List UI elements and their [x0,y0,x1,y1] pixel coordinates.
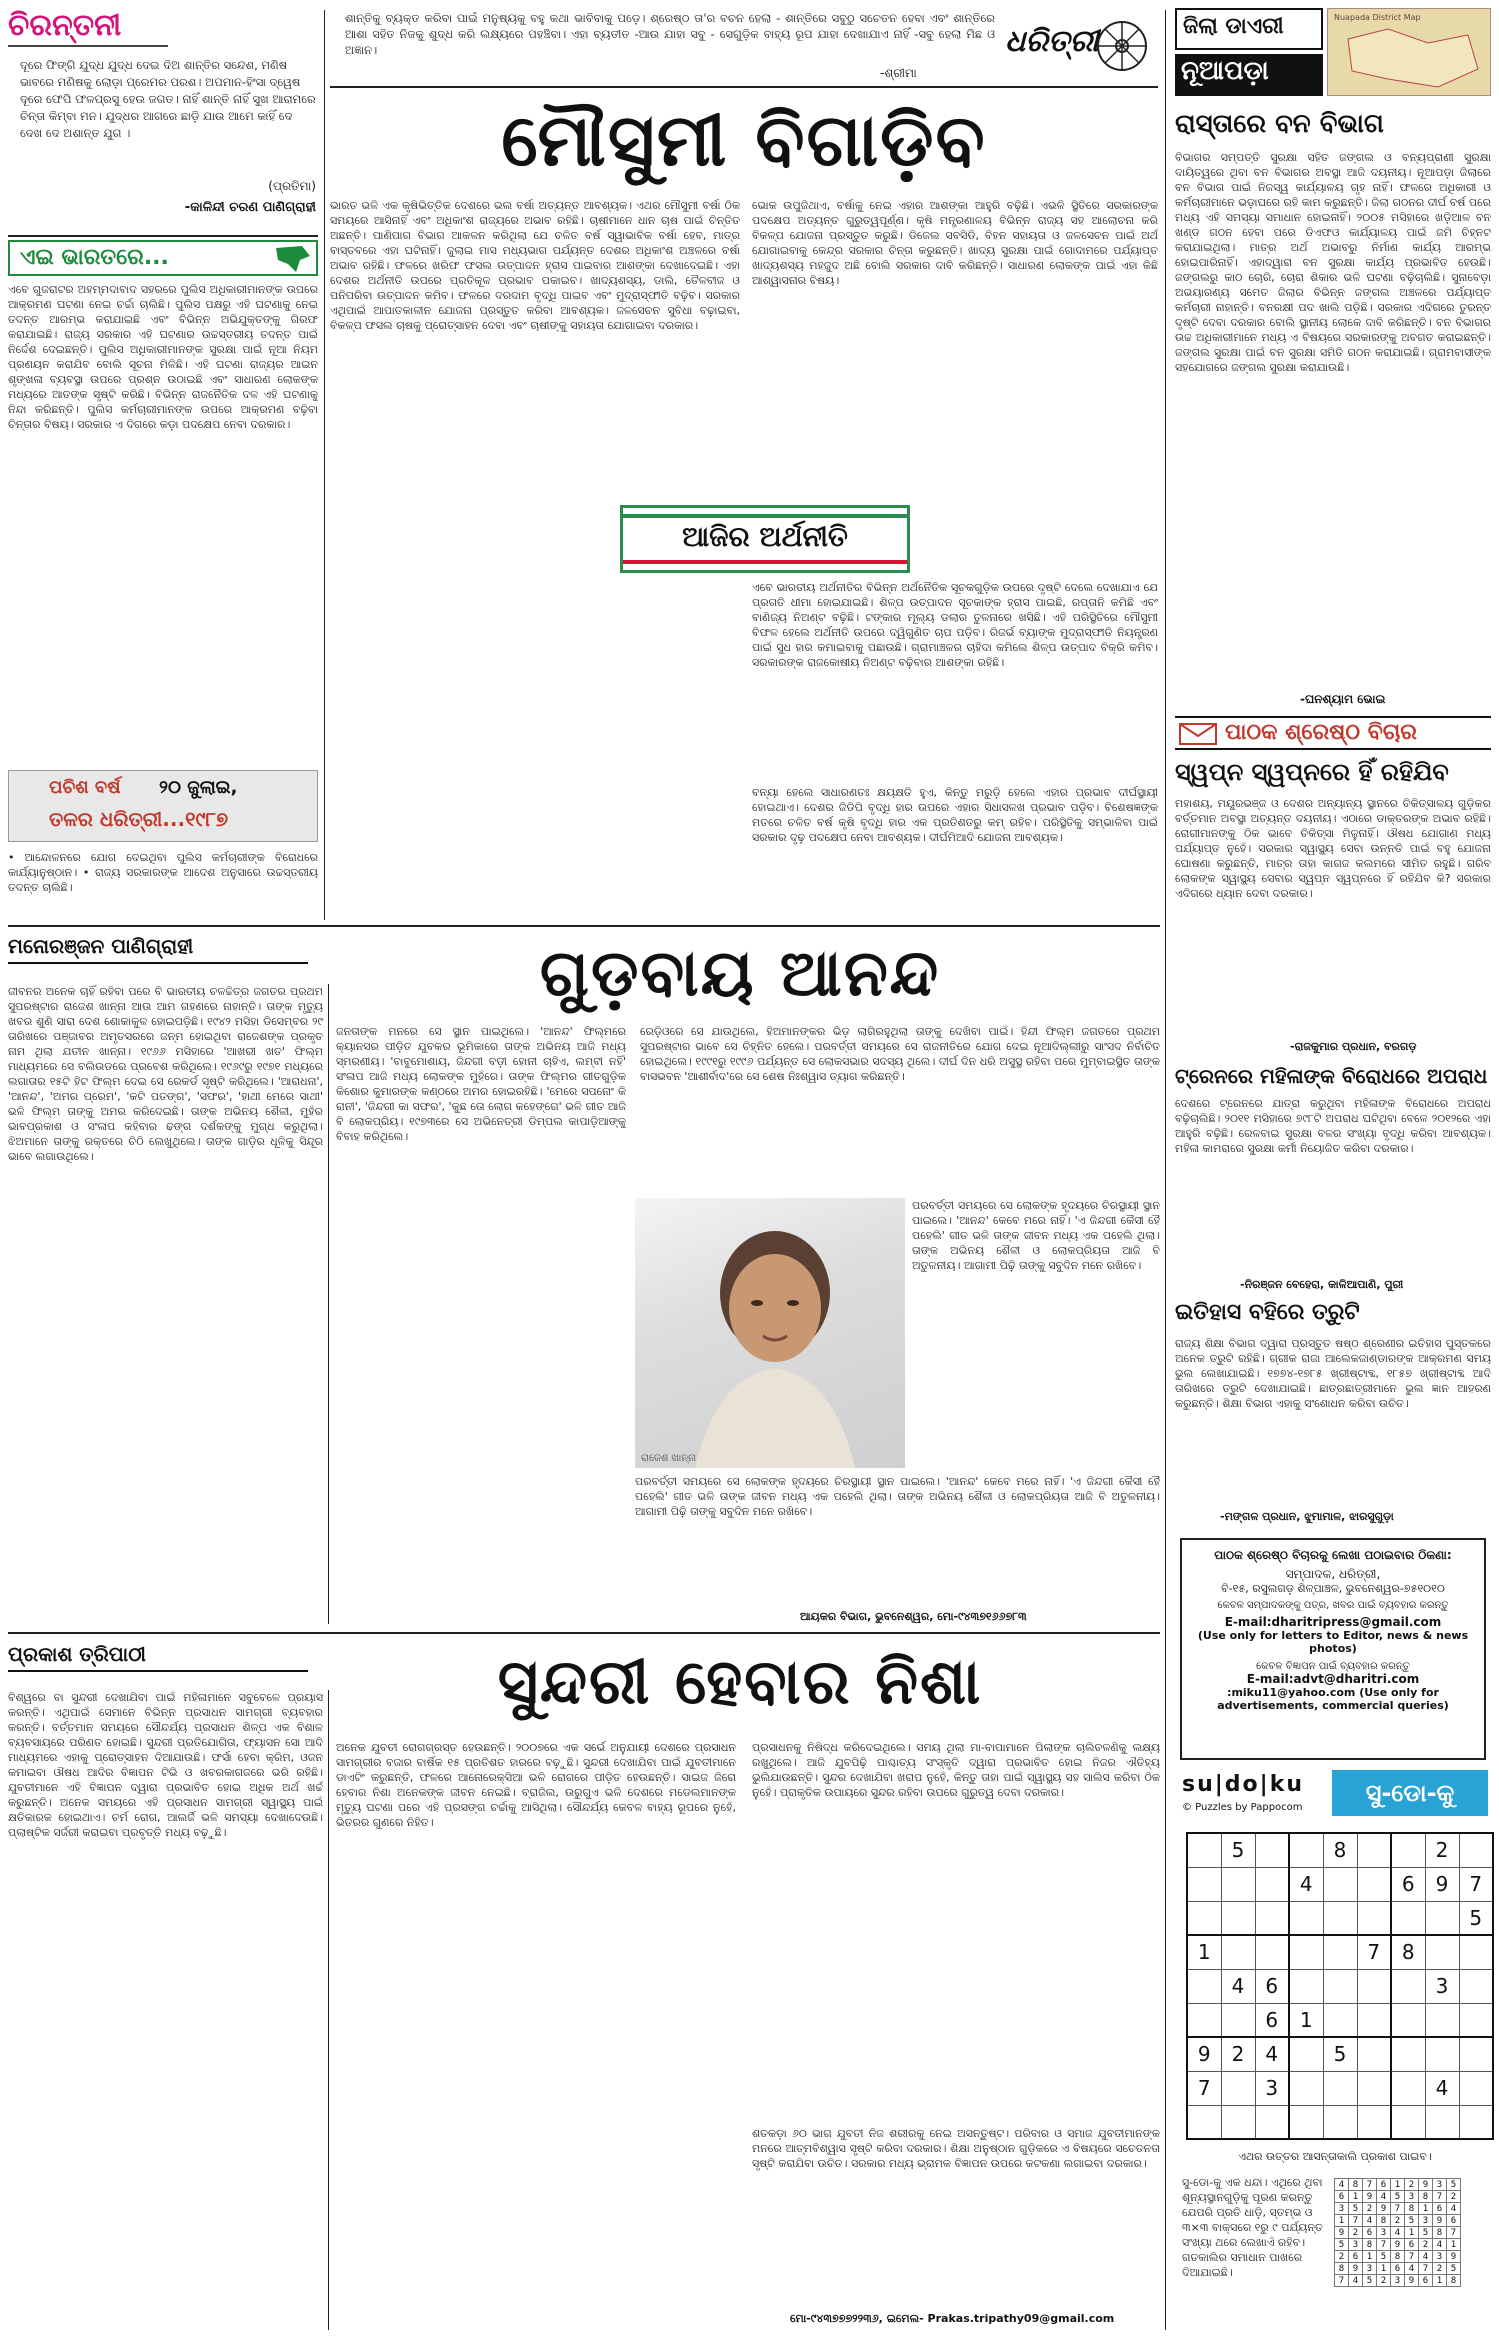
sudoku-cell[interactable] [1357,1969,1391,2003]
sudoku-cell[interactable] [1289,1969,1323,2003]
forest-headline: ରାସ୍ତାରେ ବନ ବିଭାଗ [1175,109,1384,139]
solution-cell: 7 [1335,2275,1349,2287]
sudoku-cell[interactable] [1459,2003,1493,2037]
forest-author: -ଘନଶ୍ୟାମ ଭୋଇ [1300,692,1386,706]
rajesh-byline: ମନୋରଞ୍ଜନ ପାଣିଗ୍ରାହୀ [8,934,308,964]
chirantani-box [8,8,316,230]
solution-cell: 3 [1433,2179,1447,2191]
sudoku-cell[interactable]: 4 [1289,1867,1323,1901]
letters-banner [1175,716,1491,750]
chirantani-poem: ଦୂରେ ଫିଙ୍ଗି ଯୁଦ୍ଧ ଯୁଦ୍ଧ ଦେଇ ଦିଅ ଶାନ୍ତିର ସନ୍ଦେଶ, ମଣିଷ ଭାବରେ ମଣିଷକୁ ଲୋଡ଼ା ପ୍ରେମର ପରଶ। ଅପମାନ-ହିଂସା ଦ୍ୱେଷ ଦୂରେ ଫେପି ଫଳପ୍ରସୁ ହେଉ ଜଗତ। ନାହିଁ ଶାନ୍ତି ନାହିଁ ସୁଖ ଆରାମରେ ଚିନ୍ତା କିମ୍ବା ମନ। ଯୁଦ୍ଧର ଆଗରେ ଛାଡ଼ି ଯାଉ ଆମେ କାହିଁ ଦେ ଦେଖ ଦେ ଅଶାନ୍ତ ଯୁଗ । [20,58,316,140]
sudoku-solution [1334,2178,1461,2287]
beauty-col3: ପ୍ରସାଧନକୁ ନିଷିଦ୍ଧ କରିଦେଇଥିଲେ। ସମୟ ଥିଲା ମା-ବାପାମାନେ ପିଲାଙ୍କ ଚାଲିଚଳଣିକୁ ଲକ୍ଷ୍ୟ ରଖୁଥିଲେ। ଆଜି ଯୁବପିଢ଼ି ପାଶ୍ଚାତ୍ୟ ସଂସ୍କୃତି ଦ୍ୱାରା ପ୍ରଭାବିତ ହୋଇ ନିଜର ଐତିହ୍ୟ ଭୁଲିଯାଉଛନ୍ତି। ସୁନ୍ଦର ଦେଖାଯିବା ଖରାପ ନୁହେଁ, କିନ୍ତୁ ତାହା ପାଇଁ ସ୍ୱାସ୍ଥ୍ୟ ସହ ସାଲିସ କରିବା ଠିକ ନୁହେଁ। ପ୍ରାକୃତିକ ଉପାୟରେ ସୁନ୍ଦର ରହିବା ଉପରେ ଗୁରୁତ୍ୱ ଦେବା ଦରକାର। [752,1741,1160,1799]
solution-cell: 3 [1377,2227,1391,2239]
sudoku-cell[interactable]: 7 [1459,1867,1493,1901]
solution-cell: 5 [1335,2239,1349,2251]
beauty-col1: ବିଶ୍ୱରେ ବା ସୁନ୍ଦରୀ ଦେଖାଯିବା ପାଇଁ ମହିଳାମାନେ ସବୁବେଳେ ପ୍ରୟାସ କରନ୍ତି। ଏଥିପାଇଁ ସେମାନେ ବିଭିନ୍ନ ପ୍ରସାଧନ ସାମଗ୍ରୀ ବ୍ୟବହାର କରନ୍ତି। ବର୍ତ୍ତମାନ ସମୟରେ ସୌନ୍ଦର୍ଯ୍ୟ ପ୍ରସାଧନ ଶିଳ୍ପ ଏକ ବିଶାଳ ବ୍ୟବସାୟରେ ପରିଣତ ହୋଇଛି। ସୁନ୍ଦରୀ ପ୍ରତିଯୋଗିତା, ଫ୍ୟାସନ ସୋ ଆଦି ମାଧ୍ୟମରେ ଏହାକୁ ପ୍ରୋତ୍ସାହନ ଦିଆଯାଉଛି। ଫର୍ସା ହେବା କ୍ରିମ, ଓଜନ କମାଇବା ଔଷଧ ଆଦିର ବିଜ୍ଞାପନ ଟିଭି ଓ ଖବରକାଗଜରେ ଭରି ରହିଛି। ଯୁବତୀମାନେ ଏହି ବିଜ୍ଞାପନ ଦ୍ୱାରା ପ୍ରଭାବିତ ହୋଇ ଅଧିକ ଅର୍ଥ ଖର୍ଚ୍ଚ କରୁଛନ୍ତି। ଅନେକ ସମୟରେ ଏହି ପ୍ରସାଧନ ସାମଗ୍ରୀ ସ୍ୱାସ୍ଥ୍ୟ ପାଇଁ କ୍ଷତିକାରକ ହୋଇଥାଏ। ଚର୍ମ ରୋଗ, ଆଲର୍ଜି ଭଳି ସମସ୍ୟା ଦେଖାଦେଉଛି। ପ୍ଲାଷ୍ଟିକ ସର୍ଜରୀ କରାଇବା ପ୍ରବୃତ୍ତି ମଧ୍ୟ ବଢ଼ୁଛି। [8,1691,323,1839]
chirantani-author: -କାଳିନ୍ଦୀ ଚରଣ ପାଣିଗ୍ରାହୀ [184,200,316,215]
solution-cell: 2 [1447,2191,1461,2203]
sudoku-cell[interactable] [1221,2003,1255,2037]
sudoku-cell[interactable] [1391,1833,1425,1867]
district-diary-banner [1175,8,1491,98]
solution-cell: 4 [1447,2203,1461,2215]
sudoku-cell[interactable]: 3 [1255,2071,1289,2105]
solution-grid [1334,2178,1461,2287]
sudoku-cell[interactable] [1289,1935,1323,1969]
sudoku-cell[interactable] [1391,2003,1425,2037]
sudoku-cell[interactable]: 3 [1425,1969,1459,2003]
sudoku-cell[interactable] [1221,1867,1255,1901]
sudoku-cell[interactable]: 8 [1391,1935,1425,1969]
sudoku-cell[interactable] [1323,2003,1357,2037]
map-icon [1328,9,1492,97]
solution-cell: 8 [1335,2263,1349,2275]
solution-cell: 6 [1447,2215,1461,2227]
sudoku-cell[interactable] [1391,1969,1425,2003]
sudoku-cell[interactable] [1221,2105,1255,2139]
sudoku-puzzle [1186,1832,1494,2140]
solution-cell: 2 [1349,2227,1363,2239]
solution-cell: 6 [1363,2227,1377,2239]
sudoku-cell[interactable] [1459,1969,1493,2003]
solution-cell: 4 [1433,2239,1447,2251]
solution-cell: 5 [1363,2275,1377,2287]
contact-line1: ସମ୍ପାଦକ, ଧରିତ୍ରୀ, [1285,1567,1381,1581]
solution-cell: 9 [1433,2215,1447,2227]
envelope-icon [1179,721,1219,747]
sudoku-cell[interactable] [1425,2105,1459,2139]
sudoku-cell[interactable]: 4 [1255,2037,1289,2071]
economy-box [620,505,910,573]
letters-header: ପାଠକ ଶ୍ରେଷ୍ଠ ବିଚାର [1225,720,1417,745]
sudoku-cell[interactable]: 2 [1425,1833,1459,1867]
solution-cell: 4 [1391,2227,1405,2239]
solution-cell: 2 [1377,2275,1391,2287]
sudoku-cell[interactable] [1357,2037,1391,2071]
district-map [1327,8,1491,96]
solution-cell: 4 [1405,2263,1419,2275]
sudoku-cell[interactable]: 7 [1187,2071,1221,2105]
letter2-body: ଦେଶରେ ଟ୍ରେନରେ ଯାତ୍ରା କରୁଥିବା ମହିଳାଙ୍କ ବିରୋଧରେ ଅପରାଧ ବଢ଼ିଚାଲିଛି। ୨୦୧୧ ମସିହାରେ ୭୯୮ଟି ଅପରାଧ ଘଟିଥିବା ବେଳେ ୨୦୧୨ରେ ଏହା ଆହୁରି ବଢ଼ିଛି। ରେଳବାଇ ସୁରକ୍ଷା ବଳର ସଂଖ୍ୟା ବୃଦ୍ଧି କରିବା ଆବଶ୍ୟକ। ମହିଳା କାମରାରେ ସୁରକ୍ଷା କର୍ମୀ ନିୟୋଜିତ କରିବା ଦରକାର। [1175,1097,1491,1155]
sudoku-cell[interactable] [1357,2003,1391,2037]
solution-cell: 7 [1447,2227,1461,2239]
solution-cell: 2 [1391,2215,1405,2227]
sudoku-cell[interactable] [1425,2037,1459,2071]
solution-cell: 6 [1391,2263,1405,2275]
solution-cell: 6 [1405,2239,1419,2251]
solution-cell: 2 [1335,2251,1349,2263]
ebharatare-bullets: • ଆନ୍ଦୋଳନରେ ଯୋଗ ଦେଇଥିବା ପୁଲିସ କର୍ମଚାରୀଙ୍କ ବିରୋଧରେ କାର୍ଯ୍ୟାନୁଷ୍ଠାନ। • ରାଜ୍ୟ ସରକାରଙ୍କ ଆଦେଶ ଅନୁସାରେ ଉଚ୍ଚସ୍ତରୀୟ ତଦନ୍ତ ଚାଲିଛି। [8,851,318,894]
solution-cell: 8 [1447,2275,1461,2287]
sudoku-cell[interactable]: 4 [1425,2071,1459,2105]
sudoku-cell[interactable]: 5 [1221,1833,1255,1867]
contact-box [1180,1538,1486,1760]
sudoku-cell[interactable] [1323,1969,1357,2003]
solution-cell: 9 [1419,2179,1433,2191]
beauty-headline: ସୁନ୍ଦରୀ ହେବାର ନିଶା [497,1645,983,1718]
chirantani-title: ଚିରନ୍ତନୀ [8,8,168,47]
contact-email3[interactable]: :miku11@yahoo.com (Use only for advertisements, commercial queries) [1217,1686,1449,1712]
monsoon-col1: ଭାରତ ଭଳି ଏକ କୃଷିଭିତ୍ତିକ ଦେଶରେ ଭଲ ବର୍ଷା ଅତ୍ୟନ୍ତ ଆବଶ୍ୟକ। ଏଥର ମୌସୁମୀ ବର୍ଷା ଠିକ ସମୟରେ ଆସିନାହିଁ ଏବଂ ଅଧିକାଂଶ ରାଜ୍ୟରେ ଅଭାବ ରହିଛି। ଚାଷୀମାନେ ଧାନ ଚାଷ ପାଇଁ ଚିନ୍ତିତ ଅଛନ୍ତି। ପାଣିପାଗ ବିଭାଗ ଆକଳନ କରିଥିଲା ଯେ ଚଳିତ ବର୍ଷ ସ୍ୱାଭାବିକ ବର୍ଷା ହେବ, ମାତ୍ର ବାସ୍ତବରେ ଏହା ଘଟିନାହିଁ। ଜୁଲାଇ ମାସ ମଧ୍ୟଭାଗ ପର୍ଯ୍ୟନ୍ତ ଦେଶର ଅଧିକାଂଶ ଅଞ୍ଚଳରେ ବର୍ଷା ଅଭାବ ରହିଛି। ଫଳରେ ଖରିଫ ଫସଲ ଉତ୍ପାଦନ ହ୍ରାସ ପାଇବାର ଆଶଙ୍କା ଦେଖାଦେଇଛି। ଏହା ଦେଶର ଅର୍ଥନୀତି ଉପରେ ପ୍ରତିକୂଳ ପ୍ରଭାବ ପକାଇବ। ଖାଦ୍ୟଶସ୍ୟ, ଡାଲି, ତୈଳବୀଜ ଓ ପନିପରିବା ଉତ୍ପାଦନ କମିବ। ଫଳରେ ଦରଦାମ ବୃଦ୍ଧି ପାଇବ ଏବଂ ମୁଦ୍ରାସ୍ଫୀତି ବଢ଼ିବ। ସରକାର ଏଥିପାଇଁ ଆପାତକାଳୀନ ଯୋଜନା ପ୍ରସ୍ତୁତ କରିବା ଆବଶ୍ୟକ। ଜଳସେଚନ ସୁବିଧା ବଢ଼ାଇବା, ବିକଳ୍ପ ଫସଲ ଚାଷକୁ ପ୍ରୋତ୍ସାହନ ଦେବା ଏବଂ ଚାଷୀଙ୍କୁ ସହାୟତା ଯୋଗାଇବା ଦରକାର। [330,199,740,332]
chirantani-source: (ପ୍ରତିମା) [268,179,316,193]
anniversary-line2: ତଳର ଧରିତ୍ରୀ...୧୯୮୭ [49,807,229,831]
sudoku-cell[interactable]: 5 [1323,2037,1357,2071]
solution-cell: 8 [1377,2215,1391,2227]
solution-cell: 7 [1349,2215,1363,2227]
letter3-title: ଇତିହାସ ବହିରେ ତ୍ରୁଟି [1175,1300,1360,1325]
solution-cell: 9 [1363,2191,1377,2203]
sudoku-cell[interactable] [1255,1935,1289,1969]
letter2-title: ଟ୍ରେନରେ ମହିଳାଙ୍କ ବିରୋଧରେ ଅପରାଧ [1175,1064,1488,1088]
sudoku-cell[interactable] [1323,2071,1357,2105]
monsoon-col3: ଭୋକ ଉପୁଜିଥାଏ, ବର୍ଷାକୁ ନେଇ ଏହାର ଆଶଙ୍କା ଆହୁରି ବଢ଼ିଛି। ଏଭଳି ସ୍ଥିତିରେ ସରକାରଙ୍କ ପଦକ୍ଷେପ ଅତ୍ୟନ୍ତ ଗୁରୁତ୍ୱପୂର୍ଣ୍ଣ। କୃଷି ମନ୍ତ୍ରଣାଳୟ ବିଭିନ୍ନ ରାଜ୍ୟ ସହ ଆଲୋଚନା କରି ବିକଳ୍ପ ଯୋଜନା ପ୍ରସ୍ତୁତ କରୁଛି। ଡିଜେଲ ସବସିଡି, ବିହନ ସହାୟତା ଓ ଜଳସେଚନ ପାଇଁ ଅର୍ଥ ଯୋଗାଇବାକୁ କେନ୍ଦ୍ର ସରକାର ଚିନ୍ତା କରୁଛନ୍ତି। ଖାଦ୍ୟ ସୁରକ୍ଷା ପାଇଁ ଗୋଦାମରେ ପର୍ଯ୍ୟାପ୍ତ ଖାଦ୍ୟଶସ୍ୟ ମହଜୁଦ ଅଛି ବୋଲି ସରକାର ଦାବି କରିଛନ୍ତି। ସାଧାରଣ ଲୋକଙ୍କ ପାଇଁ ଏହା କିଛି ଆଶ୍ୱାସନାର ବିଷୟ। [752,199,1158,287]
sudoku-cell[interactable] [1187,2105,1221,2139]
solution-cell: 2 [1363,2203,1377,2215]
sudoku-cell[interactable] [1255,2105,1289,2139]
solution-cell: 9 [1447,2251,1461,2263]
anniversary-banner [8,770,318,842]
solution-cell: 1 [1419,2203,1433,2215]
sudoku-grid [1186,1832,1494,2140]
sudoku-cell[interactable] [1255,1867,1289,1901]
solution-cell: 7 [1391,2203,1405,2215]
solution-cell: 3 [1335,2203,1349,2215]
solution-cell: 7 [1377,2239,1391,2251]
ebharatare-body: ଏବେ ଗୁଜରାଟର ଅହମ୍ମଦାବାଦ ସହରରେ ପୁଲିସ ଅଧିକାରୀମାନଙ୍କ ଉପରେ ଆକ୍ରମଣ ଘଟଣା ନେଇ ଚର୍ଚ୍ଚା ଚାଲିଛି। ପୁଲିସ ପକ୍ଷରୁ ଏହି ଘଟଣାକୁ ନେଇ ତଦନ୍ତ ଆରମ୍ଭ କରାଯାଇଛି ଏବଂ ବିଭିନ୍ନ ଅଭିଯୁକ୍ତଙ୍କୁ ଗିରଫ କରାଯାଇଛି। ରାଜ୍ୟ ସରକାର ଏହି ଘଟଣାର ଉଚ୍ଚସ୍ତରୀୟ ତଦନ୍ତ ପାଇଁ ନିର୍ଦ୍ଦେଶ ଦେଇଛନ୍ତି। ପୁଲିସ ଅଧିକାରୀମାନଙ୍କ ସୁରକ୍ଷା ପାଇଁ ନୂଆ ନିୟମ ପ୍ରଣୟନ କରାଯିବ ବୋଲି ସୂଚନା ମିଳିଛି। ଏହି ଘଟଣା ରାଜ୍ୟର ଆଇନ ଶୃଙ୍ଖଳା ବ୍ୟବସ୍ଥା ଉପରେ ପ୍ରଶ୍ନ ଉଠାଇଛି ଏବଂ ସାଧାରଣ ଲୋକଙ୍କ ମଧ୍ୟରେ ଆତଙ୍କ ସୃଷ୍ଟି କରିଛି। ବିଭିନ୍ନ ରାଜନୈତିକ ଦଳ ଏହି ଘଟଣାକୁ ନିନ୍ଦା କରିଛନ୍ତି। ପୁଲିସ କର୍ମଚାରୀମାନଙ୍କ ଉପରେ ଆକ୍ରମଣ ବଢ଼ିବା ଚିନ୍ତାର ବିଷୟ। ସରକାର ଏ ଦିଗରେ କଡ଼ା ପଦକ୍ଷେପ ନେବା ଦରକାର। [8,283,318,431]
sudoku-cell[interactable] [1187,2003,1221,2037]
solution-cell: 8 [1363,2239,1377,2251]
india-map-icon [266,244,312,274]
letter3-body: ରାଜ୍ୟ ଶିକ୍ଷା ବିଭାଗ ଦ୍ୱାରା ପ୍ରସ୍ତୁତ ଷଷ୍ଠ ଶ୍ରେଣୀର ଇତିହାସ ପୁସ୍ତକରେ ଅନେକ ତ୍ରୁଟି ରହିଛି। ଗ୍ରୀକ ରାଜା ଆଲେକଜାଣ୍ଡାରଙ୍କ ଆକ୍ରମଣ ସମୟ ଭୁଲ ଲେଖାଯାଇଛି। ୧୭୭୪-୧୭୮୫ ଖ୍ରୀଷ୍ଟାବ୍ଦ, ୧୮୫୭ ଖ୍ରୀଷ୍ଟାବ୍ଦ ଆଦି ତାରିଖରେ ତ୍ରୁଟି ଦେଖାଯାଇଛି। ଛାତ୍ରଛାତ୍ରୀମାନେ ଭୁଲ ଜ୍ଞାନ ଆହରଣ କରୁଛନ୍ତି। ଶିକ୍ଷା ବିଭାଗ ଏହାକୁ ସଂଶୋଧନ କରିବା ଉଚିତ। [1175,1337,1491,1410]
sudoku-cell[interactable]: 6 [1255,2003,1289,2037]
forest-body: ବିଭାଗର ସମ୍ପତ୍ତି ସୁରକ୍ଷା ସହିତ ଜଙ୍ଗଲ ଓ ବନ୍ୟପ୍ରାଣୀ ସୁରକ୍ଷା ଦାୟିତ୍ୱରେ ଥିବା ବନ ବିଭାଗର ଅବସ୍ଥା ଆଜି ଦୟନୀୟ। ନୂଆପଡ଼ା ଜିଲାରେ ବନ ବିଭାଗ ପାଇଁ ନିଜସ୍ୱ କାର୍ଯ୍ୟାଳୟ ଗୃହ ନାହିଁ। ଫଳରେ ଅଧିକାରୀ ଓ କର୍ମଚାରୀମାନେ ଭଡ଼ାଘରେ ରହି କାମ କରୁଛନ୍ତି। ଜିଲା ଗଠନର ଦୀର୍ଘ ବର୍ଷ ପରେ ମଧ୍ୟ ଏହି ସମସ୍ୟା ସମାଧାନ ହୋଇନାହିଁ। ୨୦୦୫ ମସିହାରେ ଖଡ଼ିଆଳ ବନ ଖଣ୍ଡ ଗଠନ ହେବା ପରେ ଡିଏଫଓ କାର୍ଯ୍ୟାଳୟ ପାଇଁ ଜମି ଚିହ୍ନଟ କରାଯାଇଥିଲା। ମାତ୍ର ଅର୍ଥ ଅଭାବରୁ ନିର୍ମାଣ କାର୍ଯ୍ୟ ଆରମ୍ଭ ହୋଇପାରିନାହିଁ। ଏହାଦ୍ୱାରା ବନ ସୁରକ୍ଷା କାର୍ଯ୍ୟ ପ୍ରଭାବିତ ହେଉଛି। ଜଙ୍ଗଲରୁ କାଠ ଚୋରି, ଚୋରା ଶିକାର ଭଳି ଘଟଣା ବଢ଼ିଚାଲିଛି। ସୁନାବେଡ଼ା ଅଭୟାରଣ୍ୟ ସମେତ ଜିଲାର ବିଭିନ୍ନ ଜଙ୍ଗଲ ଅଞ୍ଚଳରେ ପର୍ଯ୍ୟାପ୍ତ କର୍ମଚାରୀ ନାହାନ୍ତି। ବନରକ୍ଷୀ ପଦ ଖାଲି ପଡ଼ିଛି। ସରକାର ଏଦିଗରେ ତୁରନ୍ତ ଦୃଷ୍ଟି ଦେବା ଦରକାର ବୋଲି ସ୍ଥାନୀୟ ଲୋକେ ଦାବି କରିଛନ୍ତି। ବନ ବିଭାଗର ଉଚ୍ଚ ଅଧିକାରୀମାନେ ମଧ୍ୟ ଏ ବିଷୟରେ ସରକାରଙ୍କୁ ଅବଗତ କରାଇଛନ୍ତି। ଜଙ୍ଗଲ ସୁରକ୍ଷା ପାଇଁ ବନ ସୁରକ୍ଷା ସମିତି ଗଠନ କରାଯାଇଛି। ଗ୍ରାମବାସୀଙ୍କ ସହଯୋଗରେ ଜଙ୍ଗଲ ସୁରକ୍ଷା କରାଯାଉଛି। [1175,151,1491,374]
sudoku-answer-label: ଏଥର ଉତ୍ତର ଆସନ୍ତାକାଲି ପ୍ରକାଶ ପାଇବ। [1238,2150,1432,2163]
sudoku-cell[interactable] [1459,2071,1493,2105]
rajesh-col3: ରେଡ଼ିଓରେ ସେ ଯାଉଥିଲେ, ହିଅମାନଙ୍କର ଭିଡ଼ ଲାଗିରହୁଥିଲା ତାଙ୍କୁ ଦେଖିବା ପାଇଁ। ହିନ୍ଦୀ ଫିଲ୍ମ ଜଗତରେ ପ୍ରଥମ ସୁପରଷ୍ଟାର ଭାବେ ସେ ଚିହ୍ନିତ ହେଲେ। ପରବର୍ତ୍ତୀ ସମୟରେ ସେ ରାଜନୀତିରେ ଯୋଗ ଦେଇ ନୂଆଦିଲ୍ଲୀରୁ ସାଂସଦ ନିର୍ବାଚିତ ହୋଇଥିଲେ। ୧୯୯୧ରୁ ୧୯୯୬ ପର୍ଯ୍ୟନ୍ତ ସେ ଲୋକସଭାର ସଦସ୍ୟ ଥିଲେ। ଦୀର୍ଘ ଦିନ ଧରି ଅସୁସ୍ଥ ରହିବା ପରେ ମୁମ୍ବାଇସ୍ଥିତ ତାଙ୍କ ବାସଭବନ 'ଆଶୀର୍ବାଦ'ରେ ସେ ଶେଷ ନିଃଶ୍ୱାସ ତ୍ୟାଗ କରିଛନ୍ତି। [640,1025,1160,1083]
contact-title: ପାଠକ ଶ୍ରେଷ୍ଠ ବିଚାରକୁ ଲେଖା ପଠାଇବାର ଠିକଣା: [1214,1548,1452,1562]
solution-cell: 4 [1419,2251,1433,2263]
sudoku-cell[interactable] [1289,2037,1323,2071]
sudoku-cell[interactable] [1357,1833,1391,1867]
solution-cell: 3 [1363,2263,1377,2275]
sudoku-cell[interactable] [1289,1833,1323,1867]
sudoku-cell[interactable] [1425,1901,1459,1935]
district-name: ନୂଆପଡ଼ା [1175,54,1323,96]
ebharatare-title: ଏଇ ଭାରତରେ... [20,245,169,270]
sudoku-cell[interactable]: 7 [1357,1935,1391,1969]
photo-caption: ରାଜେଶ ଖାନ୍ନା [641,1453,697,1464]
solution-cell: 8 [1405,2203,1419,2215]
solution-cell: 8 [1391,2251,1405,2263]
solution-cell: 1 [1363,2251,1377,2263]
rajesh-author: ଆୟକର ବିଭାଗ, ଭୁବନେଶ୍ୱର, ମୋ-୯୪୩୭୧୬୬୭୮୩ [800,1610,1027,1623]
solution-cell: 7 [1419,2263,1433,2275]
solution-cell: 1 [1391,2179,1405,2191]
solution-cell: 5 [1349,2203,1363,2215]
solution-cell: 9 [1405,2275,1419,2287]
sudoku-cell[interactable] [1221,2071,1255,2105]
sudoku-cell[interactable] [1255,1901,1289,1935]
monsoon-headline: ମୌସୁମୀ ବିଗାଡ଼ିବ [501,98,987,182]
sudoku-cell[interactable] [1289,2071,1323,2105]
sudoku-header [1182,1770,1488,1820]
contact-line3: କେବଳ ସମ୍ପାଦକଙ୍କୁ ପତ୍ର, ଖବର ପାଇଁ ବ୍ୟବହାର କରନ୍ତୁ [1217,1600,1449,1611]
monsoon-col4: ବନ୍ୟା ହେଲେ ସାଧାରଣତଃ କ୍ଷୟକ୍ଷତି ହୁଏ, କିନ୍ତୁ ମରୁଡ଼ି ହେଲେ ଏହାର ପ୍ରଭାବ ଦୀର୍ଘସ୍ଥାୟୀ ହୋଇଥାଏ। ଦେଶର ଜିଡିପି ବୃଦ୍ଧି ହାର ଉପରେ ଏହାର ସିଧାସଳଖ ପ୍ରଭାବ ପଡ଼ିବ। ବିଶେଷଜ୍ଞଙ୍କ ମତରେ ଚଳିତ ବର୍ଷ କୃଷି ବୃଦ୍ଧି ହାର ଏକ ପ୍ରତିଶତରୁ କମ୍ ରହିବ। ପରିସ୍ଥିତିକୁ ସମ୍ଭାଳିବା ପାଇଁ ସରକାର ଦୃଢ଼ ପଦକ୍ଷେପ ନେବା ଆବଶ୍ୟକ। ଦୀର୍ଘମିଆଦି ଯୋଜନା ଆବଶ୍ୟକ। [752,786,1158,844]
solution-cell: 9 [1391,2239,1405,2251]
sudoku-cell[interactable] [1323,1901,1357,1935]
solution-cell: 6 [1433,2203,1447,2215]
beauty-col2: ଅନେକ ଯୁବତୀ ରୋଗଗ୍ରସ୍ତ ହେଉଛନ୍ତି। ୨୦୦୭ରେ ଏକ ସର୍ଭେ ଅନୁଯାୟୀ ଦେଶରେ ପ୍ରସାଧନ ସାମଗ୍ରୀର ବଜାର ବାର୍ଷିକ ୧୫ ପ୍ରତିଶତ ହାରରେ ବଢ଼ୁଛି। ସୁନ୍ଦରୀ ଦେଖାଯିବା ପାଇଁ ଯୁବତୀମାନେ ଡାଏଟିଂ କରୁଛନ୍ତି, ଫଳରେ ଆନୋରେକ୍ସିଆ ଭଳି ରୋଗରେ ପୀଡ଼ିତ ହେଉଛନ୍ତି। ସାଇଜ ଜିରୋ ହେବାର ନିଶା ଅନେକଙ୍କ ଜୀବନ ନେଇଛି। ବ୍ରାଜିଲ, ଉରୁଗୁଏ ଭଳି ଦେଶରେ ମଡେଲମାନଙ୍କ ମୃତ୍ୟୁ ଘଟଣା ପରେ ଏହି ପ୍ରସଙ୍ଗ ଚର୍ଚ୍ଚାକୁ ଆସିଥିଲା। ସୌନ୍ଦର୍ଯ୍ୟ କେବଳ ବାହ୍ୟ ରୂପରେ ନୁହେଁ, ଭିତରର ଗୁଣରେ ନିହିତ। [336,1741,736,1829]
sudoku-cell[interactable] [1391,2105,1425,2139]
letter1-title: ସ୍ୱପ୍ନ ସ୍ୱପ୍ନରେ ହିଁ ରହିଯିବ [1175,758,1449,786]
letter1-author: -ରାଜକୁମାର ପ୍ରଧାନ, ବରଗଡ଼ [1290,1040,1417,1053]
solution-cell: 3 [1419,2215,1433,2227]
solution-cell: 2 [1433,2263,1447,2275]
monsoon-col2: ଏବେ ଭାରତୀୟ ଅର୍ଥନୀତିର ବିଭିନ୍ନ ଅର୍ଥନୈତିକ ସୂଚକଗୁଡ଼ିକ ଉପରେ ଦୃଷ୍ଟି ଦେଲେ ଦେଖାଯାଏ ଯେ ପ୍ରଗତି ଧୀମା ହୋଇଯାଇଛି। ଶିଳ୍ପ ଉତ୍ପାଦନ ସୂଚକାଙ୍କ ହ୍ରାସ ପାଇଛି, ରପ୍ତାନି କମିଛି ଏବଂ ବାଣିଜ୍ୟ ନିଅଣ୍ଟ ବଢ଼ିଛି। ଟଙ୍କାର ମୂଲ୍ୟ ଡଲାର ତୁଳନାରେ ଖସିଛି। ଏହି ପରିସ୍ଥିତିରେ ମୌସୁମୀ ବିଫଳ ହେଲେ ଅର୍ଥନୀତି ଉପରେ ଦ୍ୱିଗୁଣିତ ଚାପ ପଡ଼ିବ। ରିଜର୍ଭ ବ୍ୟାଙ୍କ ମୁଦ୍ରାସ୍ଫୀତି ନିୟନ୍ତ୍ରଣ ପାଇଁ ସୁଧ ହାର କମାଇବାକୁ ପଛାଉଛି। ଗ୍ରାମାଞ୍ଚଳର ଚାହିଦା କମିଲେ ଶିଳ୍ପ ଉତ୍ପାଦ ବିକ୍ରି କମିବ। ସରକାରଙ୍କ ରାଜକୋଷୀୟ ନିଅଣ୍ଟ ବଢ଼ିବାର ଆଶଙ୍କା ରହିଛି। [752,581,1158,669]
quote-author: -ଶ୍ରୀମା [880,66,917,80]
sudoku-cell[interactable] [1187,1969,1221,2003]
anniversary-date: ୨୦ ଜୁଲାଇ, [159,777,238,798]
rajesh-col1: ଜୀବନର ଅନେକ ଚାହିଁ ରହିବା ପରେ ବି ଭାରତୀୟ ଚଳଚ୍ଚିତ୍ର ଜଗତର ପ୍ରଥମ ସୁପରଷ୍ଟାର ରାଜେଶ ଖାନ୍ନା ଆଉ ଆମ ଗହଣରେ ନାହାନ୍ତି। ତାଙ୍କ ମୃତ୍ୟୁ ଖବର ଶୁଣି ସାରା ଦେଶ ଶୋକାକୁଳ ହୋଇପଡ଼ିଛି। ୧୯୪୨ ମସିହା ଡିସେମ୍ବର ୨୯ ତାରିଖରେ ପଞ୍ଜାବର ଅମୃତସରରେ ଜନ୍ମ ହୋଇଥିବା ରାଜେଶଙ୍କ ପ୍ରକୃତ ନାମ ଥିଲା ଯତୀନ ଖାନ୍ନା। ୧୯୬୬ ମସିହାରେ 'ଆଖରୀ ଖତ' ଫିଲ୍ମ ମାଧ୍ୟମରେ ସେ ବଲିଉଡରେ ପ୍ରବେଶ କରିଥିଲେ। ୧୯୬୯ରୁ ୧୯୭୧ ମଧ୍ୟରେ ଲଗାତାର ୧୫ଟି ହିଟ ଫିଲ୍ମ ଦେଇ ସେ ରେକର୍ଡ ସୃଷ୍ଟି କରିଥିଲେ। 'ଆରାଧନା', 'ଆନନ୍ଦ', 'ଅମର ପ୍ରେମ', 'କଟି ପତଙ୍ଗ', 'ସଫର', 'ହାଥୀ ମେରେ ସାଥୀ' ଭଳି ଫିଲ୍ମ ତାଙ୍କୁ ଅମର କରିଦେଇଛି। ତାଙ୍କ ଅଭିନୟ ଶୈଳୀ, ମୁହଁର ଭାବପ୍ରକାଶ ଓ ସଂଳାପ କହିବାର ଢଙ୍ଗ ଦର୍ଶକଙ୍କୁ ମୁଗ୍ଧ କରୁଥିଲା। ଝିଅମାନେ ତାଙ୍କୁ ରକ୍ତରେ ଚିଠି ଲେଖୁଥିଲେ। ତାଙ୍କ ଗାଡ଼ିର ଧୂଳିକୁ ସିନ୍ଦୂର ଭାବେ ଲଗାଉଥିଲେ। [8,985,323,1163]
solution-cell: 4 [1335,2179,1349,2191]
letter2-author: -ନିରଞ୍ଜନ ବେହେରା, କାଳିଆପାଣି, ପୁରୀ [1240,1278,1404,1291]
sudoku-cell[interactable] [1187,1833,1221,1867]
letter1-body: ମହାଶୟ, ମୟୂରଭଞ୍ଜ ଓ ଦେଶର ଅନ୍ୟାନ୍ୟ ସ୍ଥାନରେ ଚିକିତ୍ସାଳୟ ଗୁଡ଼ିକର ବର୍ତ୍ତମାନ ଅବସ୍ଥା ଅତ୍ୟନ୍ତ ଦୟନୀୟ। ଏଠାରେ ଡାକ୍ତରଙ୍କ ଅଭାବ ରହିଛି। ରୋଗୀମାନଙ୍କୁ ଠିକ ଭାବେ ଚିକିତ୍ସା ମିଳୁନାହିଁ। ଔଷଧ ଯୋଗାଣ ମଧ୍ୟ ପର୍ଯ୍ୟାପ୍ତ ନୁହେଁ। ସରକାର ସ୍ୱାସ୍ଥ୍ୟ ସେବା ଉନ୍ନତି ପାଇଁ ବହୁ ଯୋଜନା ଘୋଷଣା କରୁଛନ୍ତି, ମାତ୍ର ତାହା କାଗଜ କଲମରେ ସୀମିତ ରହୁଛି। ଗରିବ ଲୋକଙ୍କ ସ୍ୱାସ୍ଥ୍ୟ ସେବାର ସ୍ୱପ୍ନ ସ୍ୱପ୍ନରେ ହିଁ ରହିଯିବ କି? ସରକାର ଏଦିଗରେ ଧ୍ୟାନ ଦେବା ଦରକାର। [1175,797,1491,900]
sudoku-rules: ସୁ-ଡୋ-କୁ ଏକ ଧନ୍ଦା। ଏଥିରେ ଥିବା ଶୂନ୍ୟସ୍ଥାନଗୁଡ଼ିକୁ ପୂରଣ କରନ୍ତୁ ଯେପରି ପ୍ରତି ଧାଡ଼ି, ସ୍ତମ୍ଭ ଓ ୩×୩ ବାକ୍ସରେ ୧ରୁ ୯ ପର୍ଯ୍ୟନ୍ତ ସଂଖ୍ୟା ଥରେ ଲେଖାଏଁ ରହିବ। ଗତକାଲିର ସମାଧାନ ପାଖରେ ଦିଆଯାଇଛି। [1182,2176,1323,2279]
solution-cell: 9 [1349,2263,1363,2275]
sudoku-brand: su|do|ku [1182,1772,1304,1797]
sudoku-cell[interactable]: 1 [1289,2003,1323,2037]
sudoku-cell[interactable] [1357,2105,1391,2139]
solution-cell: 1 [1405,2227,1419,2239]
contact-email2[interactable]: E-mail:advt@dharitri.com [1246,1672,1420,1686]
solution-cell: 1 [1447,2239,1461,2251]
solution-cell: 7 [1405,2251,1419,2263]
sudoku-cell[interactable] [1289,2105,1323,2139]
sudoku-cell[interactable] [1425,2003,1459,2037]
contact-line4: କେବଳ ବିଜ୍ଞାପନ ପାଇଁ ବ୍ୟବହାର କରନ୍ତୁ [1256,1661,1410,1672]
sudoku-cell[interactable] [1459,2037,1493,2071]
district-label: ଜିଲା ଡାଏରୀ [1175,8,1323,50]
sudoku-cell[interactable] [1391,2071,1425,2105]
sudoku-cell[interactable] [1255,1833,1289,1867]
logo-text: ଧରିତ୍ରୀ [1005,24,1099,59]
sudoku-cell[interactable] [1221,1901,1255,1935]
solution-cell: 6 [1377,2179,1391,2191]
solution-cell: 5 [1405,2215,1419,2227]
masthead-logo [1000,10,1150,82]
solution-cell: 6 [1349,2251,1363,2263]
sudoku-cell[interactable]: 1 [1187,1935,1221,1969]
contact-line2: ବି-୧୫, ରସୁଲଗଡ଼ ଶିଳ୍ପାଞ୍ଚଳ, ଭୁବନେଶ୍ୱର-୭୫୧୦୧୦ [1221,1582,1445,1595]
ebharatare-banner [8,240,318,276]
solution-cell: 1 [1349,2191,1363,2203]
solution-cell: 9 [1335,2227,1349,2239]
solution-cell: 5 [1447,2179,1461,2191]
solution-cell: 4 [1377,2191,1391,2203]
sudoku-cell[interactable]: 6 [1391,1867,1425,1901]
solution-cell: 3 [1405,2191,1419,2203]
solution-cell: 2 [1419,2239,1433,2251]
quote-text: ଶାନ୍ତିକୁ ବ୍ୟକ୍ତ କରିବା ପାଇଁ ମନୁଷ୍ୟକୁ ବହୁ କଥା ଭାବିବାକୁ ପଡ଼େ। ଶ୍ରେଷ୍ଠ ତା'ର ବଚନ ହେଲା - ଶାନ୍ତିରେ ସବୁଠୁ ସଚେତନ ହେବା ଏବଂ ଶାନ୍ତିରେ ଆଶା ସହିତ ନିଜକୁ ଶୁଦ୍ଧ କରି ଲକ୍ଷ୍ୟରେ ପହଞ୍ଚିବା। ଏହା ବ୍ୟତୀତ -ଆଉ ଯାହା ସବୁ - ସେଗୁଡ଼ିକ ବାହ୍ୟ ରୂପ ଯାହା ଦେଖାଯାଏ ନାହିଁ -ସବୁ ହେଲା ମିଛ ଓ ଅଜ୍ଞାନ। [345,11,995,57]
solution-cell: 6 [1335,2191,1349,2203]
sudoku-cell[interactable] [1323,1867,1357,1901]
sudoku-cell[interactable] [1391,1901,1425,1935]
sudoku-cell[interactable] [1459,1935,1493,1969]
solution-cell: 8 [1419,2191,1433,2203]
solution-cell: 8 [1433,2227,1447,2239]
sudoku-cell[interactable] [1323,2105,1357,2139]
beauty-col4: ଶତକଡ଼ା ୬୦ ଭାଗ ଯୁବତୀ ନିଜ ଶରୀରକୁ ନେଇ ଅସନ୍ତୁଷ୍ଟ। ପରିବାର ଓ ସମାଜ ଯୁବତୀମାନଙ୍କ ମନରେ ଆତ୍ମବିଶ୍ୱାସ ସୃଷ୍ଟି କରିବା ଦରକାର। ଶିକ୍ଷା ଅନୁଷ୍ଠାନ ଗୁଡ଼ିକରେ ଏ ବିଷୟରେ ସଚେତନତା ସୃଷ୍ଟି କରାଯିବା ଉଚିତ। ସରକାର ମଧ୍ୟ ଭ୍ରାମକ ବିଜ୍ଞାପନ ଉପରେ କଟକଣା ଲଗାଇବା ଦରକାର। [752,2127,1160,2170]
solution-cell: 4 [1363,2215,1377,2227]
sudoku-cell[interactable] [1323,1935,1357,1969]
portrait-silhouette-icon [635,1198,905,1468]
economy-box-title: ଆଜିର ଅର୍ଥନୀତି [682,520,848,553]
solution-cell: 8 [1349,2179,1363,2191]
sudoku-cell[interactable] [1391,2037,1425,2071]
rajesh-photo [635,1198,905,1468]
contact-email1[interactable]: E-mail:dharitripress@gmail.com [1224,1615,1442,1629]
rajesh-headline: ଗୁଡ଼ବାୟ ଆନନ୍ଦ [539,937,941,1011]
solution-cell: 1 [1377,2263,1391,2275]
anniversary-line1: ପଚିଶ ବର୍ଷ [49,777,121,798]
solution-cell: 7 [1433,2191,1447,2203]
sudoku-cell[interactable]: 2 [1221,2037,1255,2071]
sudoku-cell[interactable] [1459,1833,1493,1867]
solution-cell: 3 [1349,2239,1363,2251]
rajesh-col3b: ପରବର୍ତ୍ତୀ ସମୟରେ ସେ ଲୋକଙ୍କ ହୃଦୟରେ ଚିରସ୍ଥାୟୀ ସ୍ଥାନ ପାଇଲେ। 'ଆନନ୍ଦ' କେବେ ମରେ ନାହିଁ। 'ଏ ଜିନ୍ଦଗୀ କୈସୀ ହୈ ପହେଲି' ଗୀତ ଭଳି ତାଙ୍କ ଜୀବନ ମଧ୍ୟ ଏକ ପହେଲି ଥିଲା। ତାଙ୍କ ଅଭିନୟ ଶୈଳୀ ଓ ଲୋକପ୍ରିୟତା ଆଜି ବି ଅତୁଳନୀୟ। ଆଗାମୀ ପିଢ଼ି ତାଙ୍କୁ ସବୁଦିନ ମନେ ରଖିବେ। [912,1199,1160,1272]
sudoku-cell[interactable]: 9 [1187,2037,1221,2071]
sudoku-cell[interactable] [1357,2071,1391,2105]
sudoku-cell[interactable] [1187,1901,1221,1935]
solution-cell: 5 [1391,2191,1405,2203]
contact-note1: (Use only for letters to Editor, news & news photos) [1197,1629,1469,1655]
solution-cell: 2 [1405,2179,1419,2191]
beauty-byline: ପ୍ରକାଶ ତ୍ରିପାଠୀ [8,1642,308,1672]
solution-cell: 7 [1363,2179,1377,2191]
sudoku-cell[interactable]: 4 [1221,1969,1255,2003]
sudoku-cell[interactable] [1289,1901,1323,1935]
sudoku-cell[interactable] [1187,1867,1221,1901]
sudoku-cell[interactable] [1221,1935,1255,1969]
solution-cell: 5 [1377,2251,1391,2263]
solution-cell: 3 [1391,2275,1405,2287]
chakra-icon [1096,20,1148,72]
solution-cell: 4 [1349,2275,1363,2287]
district-map-caption: Nuapada District Map [1334,13,1421,22]
sudoku-cell[interactable] [1425,1935,1459,1969]
rajesh-col2: ଜନତାଙ୍କ ମନରେ ସେ ସ୍ଥାନ ପାଇଥିଲେ। 'ଆନନ୍ଦ' ଫିଲ୍ମରେ କ୍ୟାନସର ପୀଡ଼ିତ ଯୁବକର ଭୂମିକାରେ ତାଙ୍କ ଅଭିନୟ ଆଜି ମଧ୍ୟ ସ୍ମରଣୀୟ। 'ବାବୁମୋଶାୟ, ଜିନ୍ଦଗୀ ବଡ଼ୀ ହୋନୀ ଚାହିଏ, ଲମ୍ବୀ ନହିଁ' ସଂଳାପ ଆଜି ମଧ୍ୟ ଲୋକଙ୍କ ମୁହଁରେ। ତାଙ୍କ ଫିଲ୍ମର ଗୀତଗୁଡ଼ିକ କିଶୋର କୁମାରଙ୍କ କଣ୍ଠରେ ଅମର ହୋଇରହିଛି। 'ମେରେ ସପନୋଂ କି ରାନୀ', 'ଜିନ୍ଦଗୀ କା ସଫର', 'କୁଛ ତୋ ଲୋଗ କହେଙ୍ଗେ' ଭଳି ଗୀତ ଆଜି ବି ଲୋକପ୍ରିୟ। ୧୯୭୩ରେ ସେ ଅଭିନେତ୍ରୀ ଡିମ୍ପଲ କାପାଡ଼ିଆଙ୍କୁ ବିବାହ କରିଥିଲେ। [336,1025,626,1143]
sudoku-cell[interactable]: 8 [1323,1833,1357,1867]
solution-cell: 5 [1419,2227,1433,2239]
letter3-author: -ମଙ୍ଗଳ ପ୍ରଧାନ, ଝୁମାମାଳ, ଝାରସୁଗୁଡ଼ା [1220,1510,1394,1523]
solution-cell: 5 [1447,2263,1461,2275]
solution-cell: 1 [1433,2275,1447,2287]
sudoku-cell[interactable] [1357,1901,1391,1935]
solution-cell: 1 [1335,2215,1349,2227]
sudoku-title: ସୁ-ଡୋ-କୁ [1332,1770,1488,1816]
sudoku-cell[interactable] [1459,2105,1493,2139]
sudoku-publisher: © Puzzles by Pappocom [1182,1802,1303,1813]
solution-cell: 9 [1377,2203,1391,2215]
sudoku-cell[interactable]: 6 [1255,1969,1289,2003]
solution-cell: 6 [1419,2275,1433,2287]
sudoku-cell[interactable]: 9 [1425,1867,1459,1901]
rajesh-col4: ପରବର୍ତ୍ତୀ ସମୟରେ ସେ ଲୋକଙ୍କ ହୃଦୟରେ ଚିରସ୍ଥାୟୀ ସ୍ଥାନ ପାଇଲେ। 'ଆନନ୍ଦ' କେବେ ମରେ ନାହିଁ। 'ଏ ଜିନ୍ଦଗୀ କୈସୀ ହୈ ପହେଲି' ଗୀତ ଭଳି ତାଙ୍କ ଜୀବନ ମଧ୍ୟ ଏକ ପହେଲି ଥିଲା। ତାଙ୍କ ଅଭିନୟ ଶୈଳୀ ଓ ଲୋକପ୍ରିୟତା ଆଜି ବି ଅତୁଳନୀୟ। ଆଗାମୀ ପିଢ଼ି ତାଙ୍କୁ ସବୁଦିନ ମନେ ରଖିବେ। [635,1475,1160,1518]
sudoku-cell[interactable]: 5 [1459,1901,1493,1935]
sudoku-cell[interactable] [1357,1867,1391,1901]
beauty-author: ମୋ-୯୪୩୭୭୭୨୨୩୬, ଇମେଲ- Prakas.tripathy09@gmail.com [790,2312,1115,2325]
solution-cell: 3 [1433,2251,1447,2263]
